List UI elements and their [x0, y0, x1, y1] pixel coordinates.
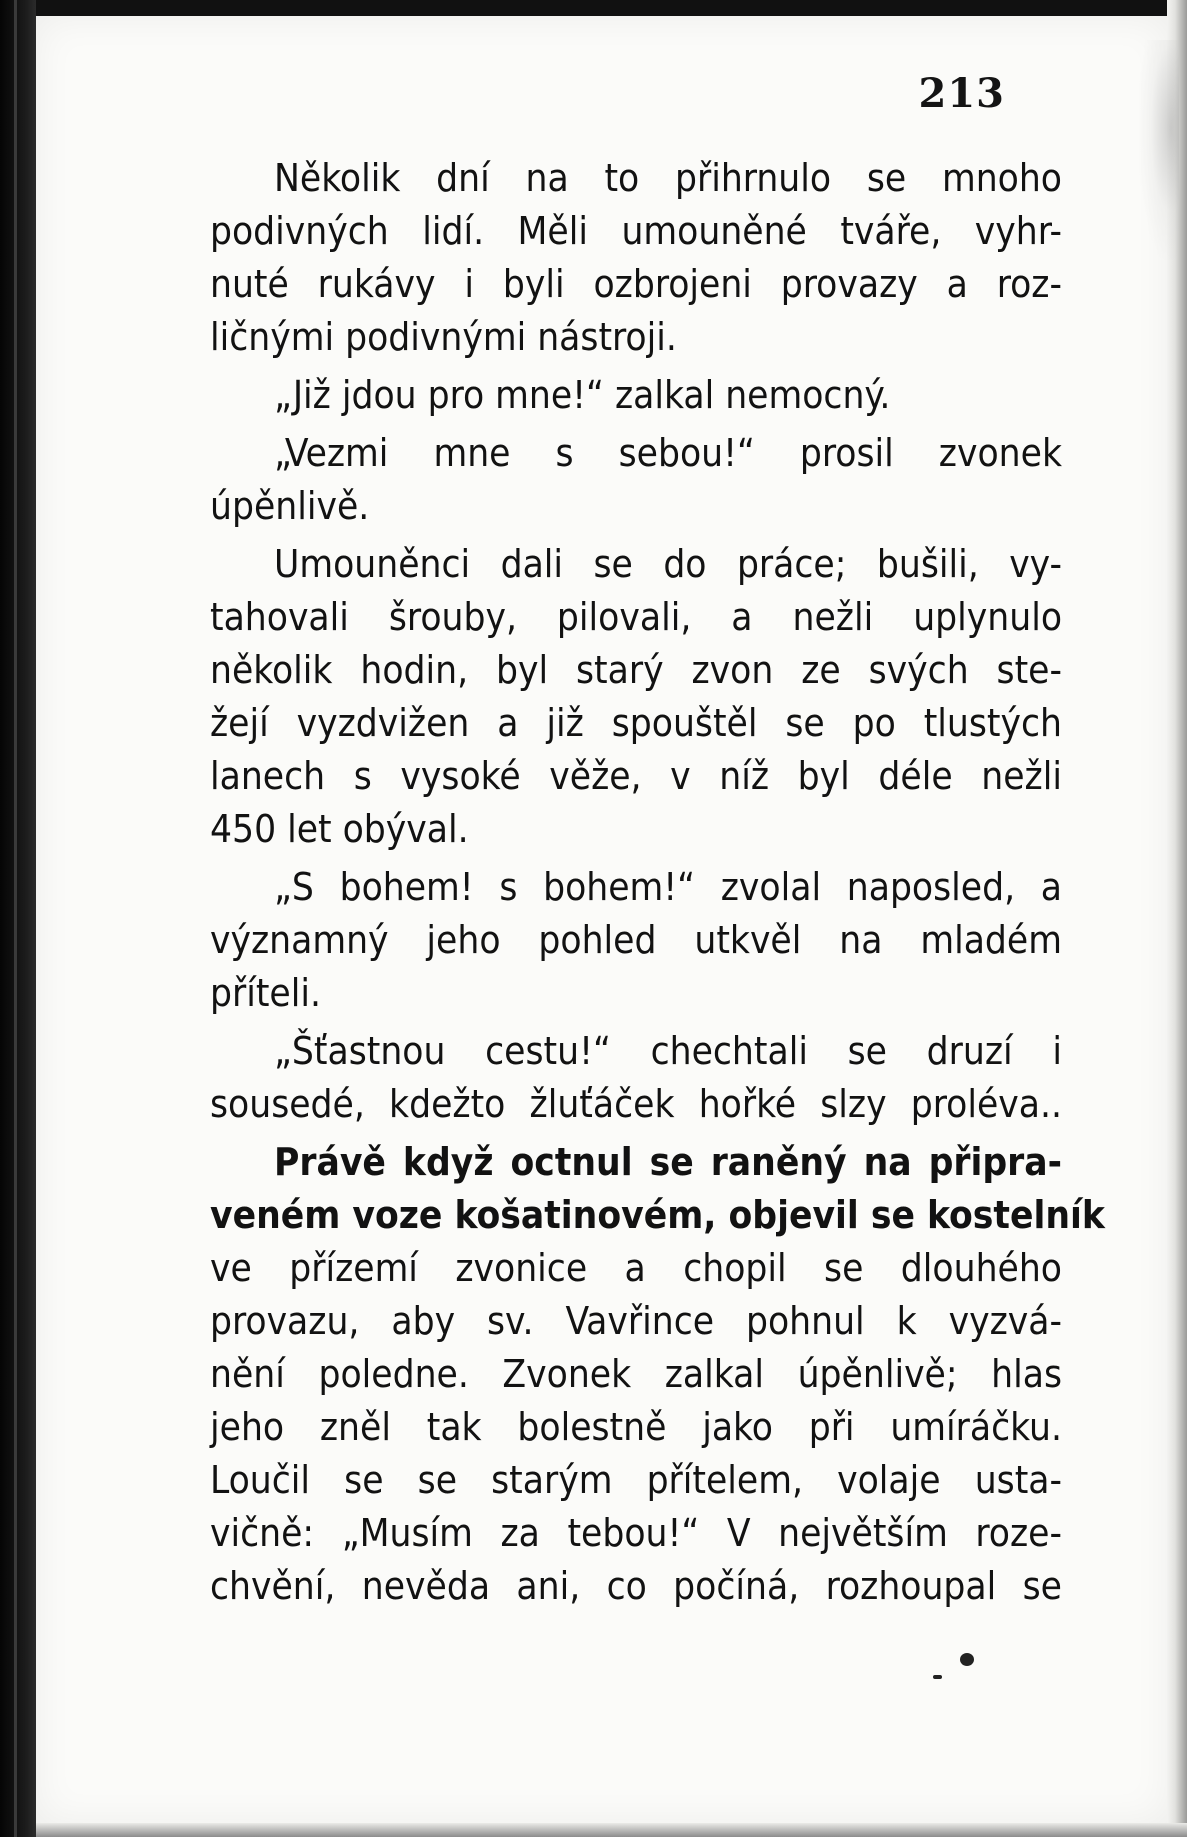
text-line: lanech s vysoké věže, v níž byl déle nežli [210, 754, 1062, 799]
text-line: jeho zněl tak bolestně jako při umíráčku. [210, 1405, 1062, 1450]
text-line: chvění, nevěda ani, co počíná, rozhoupal se [210, 1564, 1062, 1609]
page-edge-right [1167, 0, 1187, 1837]
text-line: Právě když octnul se raněný na připra- [274, 1140, 1062, 1185]
text-line: vičně: „Musím za tebou!“ V největším roze- [210, 1511, 1062, 1556]
text-line: tahovali šrouby, pilovali, a nežli uplynulo [210, 595, 1062, 640]
text-line: provazu, aby sv. Vavřince pohnul k vyzvá- [210, 1299, 1062, 1344]
page-edge-bottom [36, 1823, 1187, 1837]
gutter-line [14, 0, 17, 1837]
text-line: „Vezmi mne s sebou!“ prosil zvonek [274, 431, 1062, 476]
text-line: ličnými podivnými nástroji. [210, 315, 677, 360]
text-line: žejí vyzdvižen a již spouštěl se po tlustých [210, 701, 1062, 746]
book-gutter [0, 0, 36, 1837]
text-line: „S bohem! s bohem!“ zvolal naposled, a [274, 865, 1062, 910]
text-line: 450 let obýval. [210, 807, 469, 852]
text-line: sousedé, kdežto žluťáček hořké slzy proléva.. [210, 1082, 1062, 1127]
text-line: nění poledne. Zvonek zalkal úpěnlivě; hlas [210, 1352, 1062, 1397]
page-edge-wear [1139, 40, 1179, 260]
text-line: Loučil se se starým přítelem, volaje usta- [210, 1458, 1062, 1503]
book-page [36, 16, 1170, 1824]
page-number: 213 [918, 70, 1005, 117]
text-line: nuté rukávy i byli ozbrojeni provazy a roz- [210, 262, 1062, 307]
text-line: veném voze košatinovém, objevil se kostelník [210, 1193, 1105, 1238]
text-line: podivných lidí. Měli umouněné tváře, vyhr- [210, 209, 1062, 254]
ink-smudge [933, 1675, 942, 1679]
text-line: ve přízemí zvonice a chopil se dlouhého [210, 1246, 1062, 1291]
text-line: Umouněnci dali se do práce; bušili, vy- [274, 542, 1062, 587]
text-line: „Již jdou pro mne!“ zalkal nemocný. [274, 373, 891, 418]
text-line: příteli. [210, 971, 321, 1016]
text-line: významný jeho pohled utkvěl na mladém [210, 918, 1062, 963]
text-line: Několik dní na to přihrnulo se mnoho [274, 156, 1062, 201]
page-body-text [210, 152, 1105, 1613]
text-line: „Šťastnou cestu!“ chechtali se druzí i [274, 1029, 1062, 1074]
ink-smudge [960, 1653, 974, 1666]
text-line: několik hodin, byl starý zvon ze svých ste- [210, 648, 1062, 693]
text-line: úpěnlivě. [210, 484, 370, 529]
